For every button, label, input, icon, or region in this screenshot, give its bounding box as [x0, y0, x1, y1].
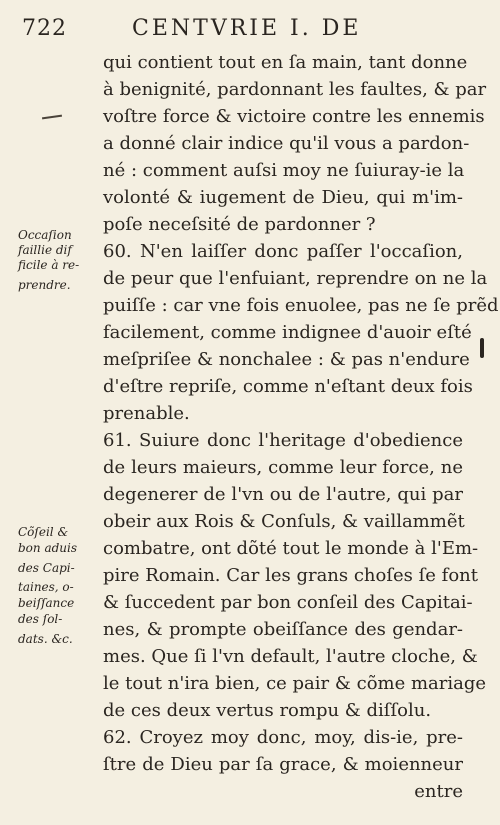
text-line: nes, & prompte obeiſſance des gendar-: [103, 619, 463, 640]
text-line: combatre, ont dõté tout le monde à l'Em-: [103, 538, 479, 559]
text-line: poſe neceſsité de pardonner ?: [103, 214, 376, 235]
text-line: de ces deux vertus rompu & diſſolu.: [103, 700, 432, 721]
text-line: le tout n'ira bien, ce pair & cõme mariage: [103, 673, 487, 694]
margin-note-line: prendre.: [18, 278, 71, 292]
text-line: 60. N'en laiſſer donc paſſer l'occaſion,: [103, 241, 463, 262]
margin-note-line: beiſſance: [18, 596, 75, 610]
margin-note-line: bon aduis: [18, 541, 78, 555]
text-line: prenable.: [103, 403, 190, 424]
margin-note-line: dats. &c.: [18, 632, 73, 646]
margin-note-line: taines, o-: [18, 580, 74, 594]
text-line: a donné clair indice qu'il vous a pardon-: [103, 133, 470, 154]
text-line: puiſſe : car vne fois enuolee, pas ne ſe prẽd: [103, 295, 499, 316]
margin-note-line: faillie dif: [18, 243, 72, 257]
catchword: entre: [414, 781, 463, 802]
text-line: d'eſtre repriſe, comme n'eſtant deux fois: [103, 376, 473, 397]
running-title: CENTVRIE I. DE: [132, 16, 362, 41]
text-line: facilement, comme indignee d'auoir eſté: [103, 322, 472, 343]
text-line: ſtre de Dieu par ſa grace, & moienneur: [103, 754, 463, 775]
marginal-dash-mark: [42, 115, 62, 120]
text-line: 62. Croyez moy donc, moy, dis-ie, pre-: [103, 727, 463, 748]
text-line: & ſuccedent par bon conſeil des Capitai-: [103, 592, 473, 613]
page-number: 722: [22, 16, 67, 41]
text-line: volonté & iugement de Dieu, qui m'im-: [103, 187, 463, 208]
margin-note-line: des ſol-: [18, 612, 63, 626]
page-header: [22, 16, 462, 46]
text-line: à benignité, pardonnant les faultes, & par: [103, 79, 487, 100]
margin-note-line: Occaſion: [18, 228, 72, 242]
marginal-bar-mark: [480, 338, 484, 358]
text-line: né : comment auſsi moy ne ſuiuray-ie la: [103, 160, 465, 181]
text-line: de leurs maieurs, comme leur force, ne: [103, 457, 463, 478]
text-line: obeir aux Rois & Conſuls, & vaillammẽt: [103, 511, 465, 532]
text-line: degenerer de l'vn ou de l'autre, qui par: [103, 484, 463, 505]
text-line: meſpriſee & nonchalee : & pas n'endure: [103, 349, 470, 370]
text-line: de peur que l'enfuiant, reprendre on ne la: [103, 268, 488, 289]
text-line: 61. Suiure donc l'heritage d'obedience: [103, 430, 463, 451]
margin-note-line: des Capi-: [18, 561, 75, 575]
text-line: pire Romain. Car les grans choſes ſe font: [103, 565, 478, 586]
text-line: mes. Que ſi l'vn default, l'autre cloche, &: [103, 646, 478, 667]
text-line: voſtre force & victoire contre les ennemis: [103, 106, 485, 127]
margin-note-line: Cõſeil &: [18, 525, 69, 539]
text-line: qui contient tout en ſa main, tant donne: [103, 52, 468, 73]
margin-note-line: ficile à re-: [18, 258, 80, 272]
